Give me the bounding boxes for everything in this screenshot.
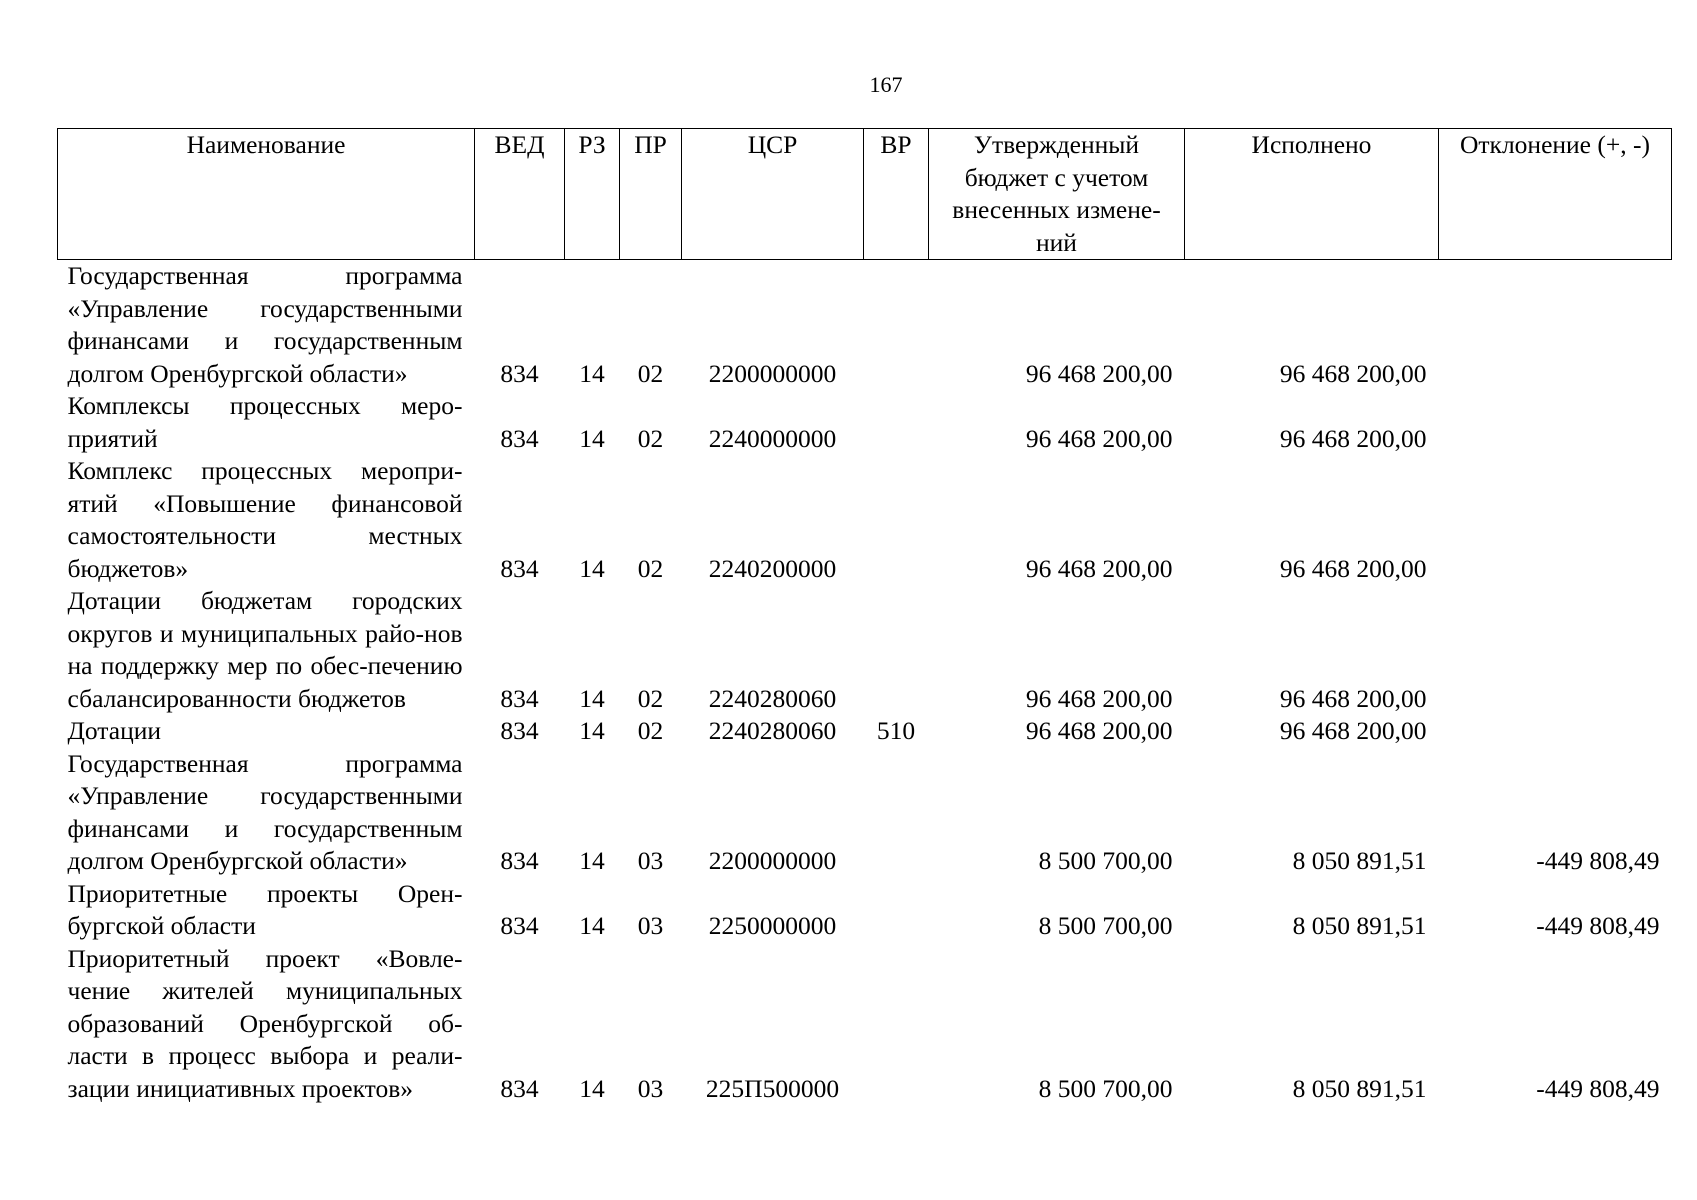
cell-csr: 2240200000 [708, 553, 837, 583]
header-rz: РЗ [565, 129, 620, 260]
header-approved: Утвержденный бюджет с учетом внесенных измене-ний [929, 129, 1185, 260]
cell-csr: 2250000000 [708, 911, 837, 940]
cell-approved: 96 468 200,00 [1025, 716, 1173, 745]
table-row [58, 585, 1672, 715]
cell-pr: 02 [637, 683, 664, 713]
cell-executed: 96 468 200,00 [1279, 683, 1427, 713]
cell-vr: 510 [876, 716, 916, 745]
cell-rz: 14 [579, 358, 605, 388]
cell-approved: 8 500 700,00 [1038, 846, 1173, 875]
cell-name: Приоритетные проекты Орен-бургской области [67, 878, 463, 940]
cell-csr: 2200000000 [708, 846, 837, 875]
cell-deviation [1439, 260, 1672, 391]
cell-deviation [1439, 390, 1672, 455]
cell-vr [864, 585, 929, 715]
cell-ved: 834 [500, 1073, 539, 1103]
cell-executed: 8 050 891,51 [1292, 1073, 1427, 1103]
cell-approved: 8 500 700,00 [1038, 1073, 1173, 1103]
table-row [58, 943, 1672, 1106]
table-row [58, 260, 1672, 391]
cell-deviation [1439, 715, 1672, 748]
budget-table [57, 128, 1672, 1105]
cell-name: Комплексы процессных меро-приятий [67, 391, 463, 453]
cell-csr: 2240000000 [708, 423, 837, 453]
cell-pr: 03 [637, 1073, 664, 1103]
cell-approved: 8 500 700,00 [1038, 911, 1173, 940]
cell-deviation: -449 808,49 [1536, 846, 1660, 875]
header-vr: ВР [864, 129, 929, 260]
cell-vr [864, 748, 929, 878]
cell-name: Дотации бюджетам городских округов и муниципальных райо-нов на поддержку мер по обес-печению сбалансированности бюджетов [67, 586, 463, 713]
cell-ved: 834 [500, 716, 539, 745]
cell-executed: 8 050 891,51 [1292, 911, 1427, 940]
header-pr: ПР [620, 129, 682, 260]
cell-ved: 834 [500, 358, 539, 388]
cell-deviation: -449 808,49 [1536, 1073, 1660, 1103]
table-body [58, 260, 1672, 1106]
cell-ved: 834 [500, 423, 539, 453]
cell-pr: 02 [637, 423, 664, 453]
cell-vr [864, 260, 929, 391]
cell-ved: 834 [500, 846, 539, 875]
cell-name: Комплекс процессных меропри-ятий «Повышение финансовой самостоятельности местных бюджетов» [67, 456, 463, 583]
cell-vr [864, 390, 929, 455]
cell-name: Приоритетный проект «Вовле-чение жителей муниципальных образований Оренбургской об-ласти в процесс выбора и реали-зации инициативных проектов» [67, 943, 463, 1103]
cell-csr: 2240280060 [708, 683, 837, 713]
cell-rz: 14 [579, 716, 605, 745]
cell-vr [864, 878, 929, 943]
header-ved: ВЕД [475, 129, 565, 260]
cell-name: Государственная программа «Управление государственными финансами и государственным долгом Оренбургской области» [67, 748, 463, 875]
table-row [58, 455, 1672, 585]
cell-rz: 14 [579, 683, 605, 713]
cell-vr [864, 943, 929, 1106]
cell-pr: 03 [637, 846, 664, 875]
cell-executed: 96 468 200,00 [1279, 358, 1427, 388]
header-name: Наименование [58, 129, 475, 260]
cell-rz: 14 [579, 423, 605, 453]
cell-name: Государственная программа «Управление государственными финансами и государственным долгом Оренбургской области» [67, 261, 463, 388]
cell-pr: 02 [637, 553, 664, 583]
cell-csr: 225П500000 [705, 1073, 840, 1103]
page-number: 167 [869, 72, 903, 97]
cell-name: Дотации [67, 716, 162, 745]
cell-rz: 14 [579, 846, 605, 875]
cell-rz: 14 [579, 1073, 605, 1103]
cell-approved: 96 468 200,00 [1025, 683, 1173, 713]
table-row [58, 390, 1672, 455]
table-header [58, 129, 1672, 260]
header-executed: Исполнено [1185, 129, 1439, 260]
cell-deviation [1439, 455, 1672, 585]
cell-rz: 14 [579, 553, 605, 583]
cell-executed: 8 050 891,51 [1292, 846, 1427, 875]
cell-deviation [1439, 585, 1672, 715]
cell-deviation: -449 808,49 [1536, 911, 1660, 940]
cell-pr: 02 [637, 716, 664, 745]
cell-ved: 834 [500, 911, 539, 940]
cell-pr: 03 [637, 911, 664, 940]
cell-approved: 96 468 200,00 [1025, 553, 1173, 583]
cell-pr: 02 [637, 358, 664, 388]
cell-approved: 96 468 200,00 [1025, 358, 1173, 388]
cell-executed: 96 468 200,00 [1279, 423, 1427, 453]
cell-approved: 96 468 200,00 [1025, 423, 1173, 453]
table-row [58, 715, 1672, 748]
header-csr: ЦСР [682, 129, 864, 260]
cell-executed: 96 468 200,00 [1279, 553, 1427, 583]
cell-ved: 834 [500, 683, 539, 713]
cell-vr [864, 455, 929, 585]
cell-rz: 14 [579, 911, 605, 940]
table-row [58, 878, 1672, 943]
header-deviation: Отклонение (+, -) [1439, 129, 1672, 260]
cell-ved: 834 [500, 553, 539, 583]
table-row [58, 748, 1672, 878]
cell-csr: 2200000000 [708, 358, 837, 388]
cell-csr: 2240280060 [708, 716, 837, 745]
cell-executed: 96 468 200,00 [1279, 716, 1427, 745]
